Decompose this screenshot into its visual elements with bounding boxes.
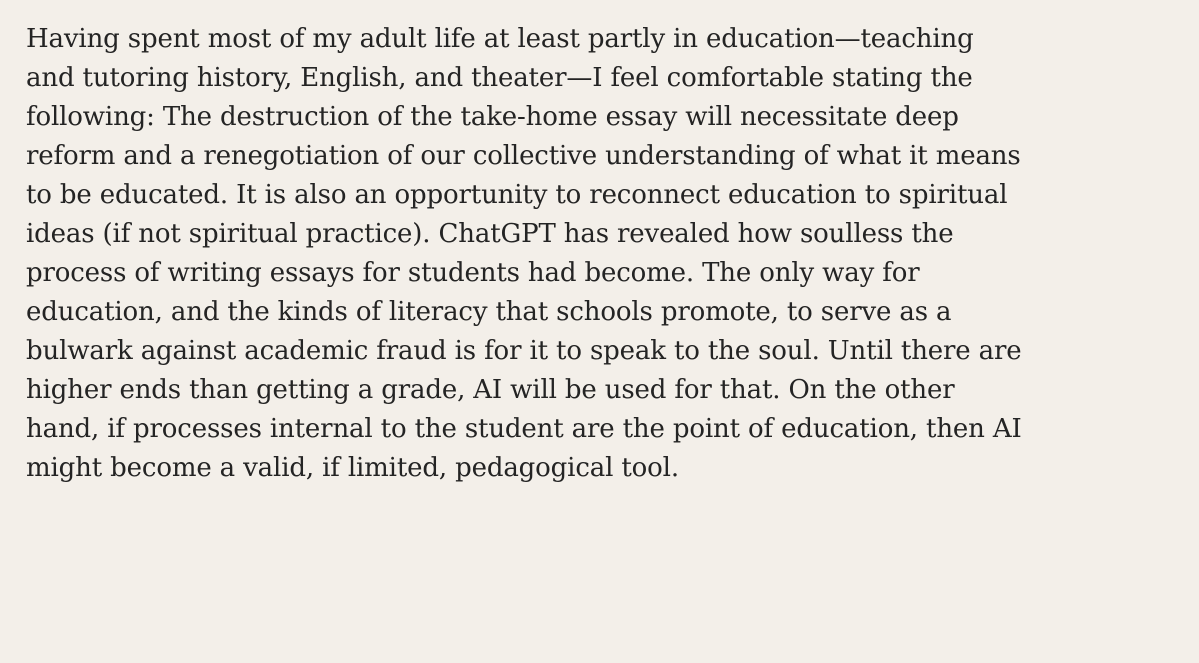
paragraph-line-4: reform and a renegotiation of our collective understanding of what it means: [26, 141, 1021, 171]
paragraph-line-1: Having spent most of my adult life at least partly in education—teaching: [26, 24, 974, 54]
paragraph-line-3: following: The destruction of the take-home essay will necessitate deep: [26, 102, 959, 132]
paragraph-line-10: higher ends than getting a grade, AI will be used for that. On the other: [26, 375, 955, 405]
paragraph-line-5: to be educated. It is also an opportunity to reconnect education to spiritual: [26, 180, 1008, 210]
paragraph-line-11: hand, if processes internal to the student are the point of education, then AI: [26, 414, 1022, 444]
paragraph-line-6: ideas (if not spiritual practice). ChatGPT has revealed how soulless the: [26, 219, 954, 249]
paragraph-line-9: bulwark against academic fraud is for it to speak to the soul. Until there are: [26, 336, 1022, 366]
paragraph-line-12: might become a valid, if limited, pedagogical tool.: [26, 453, 679, 483]
paragraph-line-7: process of writing essays for students had become. The only way for: [26, 258, 920, 288]
paragraph-line-8: education, and the kinds of literacy that schools promote, to serve as a: [26, 297, 952, 327]
article-paragraph: [26, 20, 1179, 488]
paragraph-line-2: and tutoring history, English, and theater—I feel comfortable stating the: [26, 63, 973, 93]
